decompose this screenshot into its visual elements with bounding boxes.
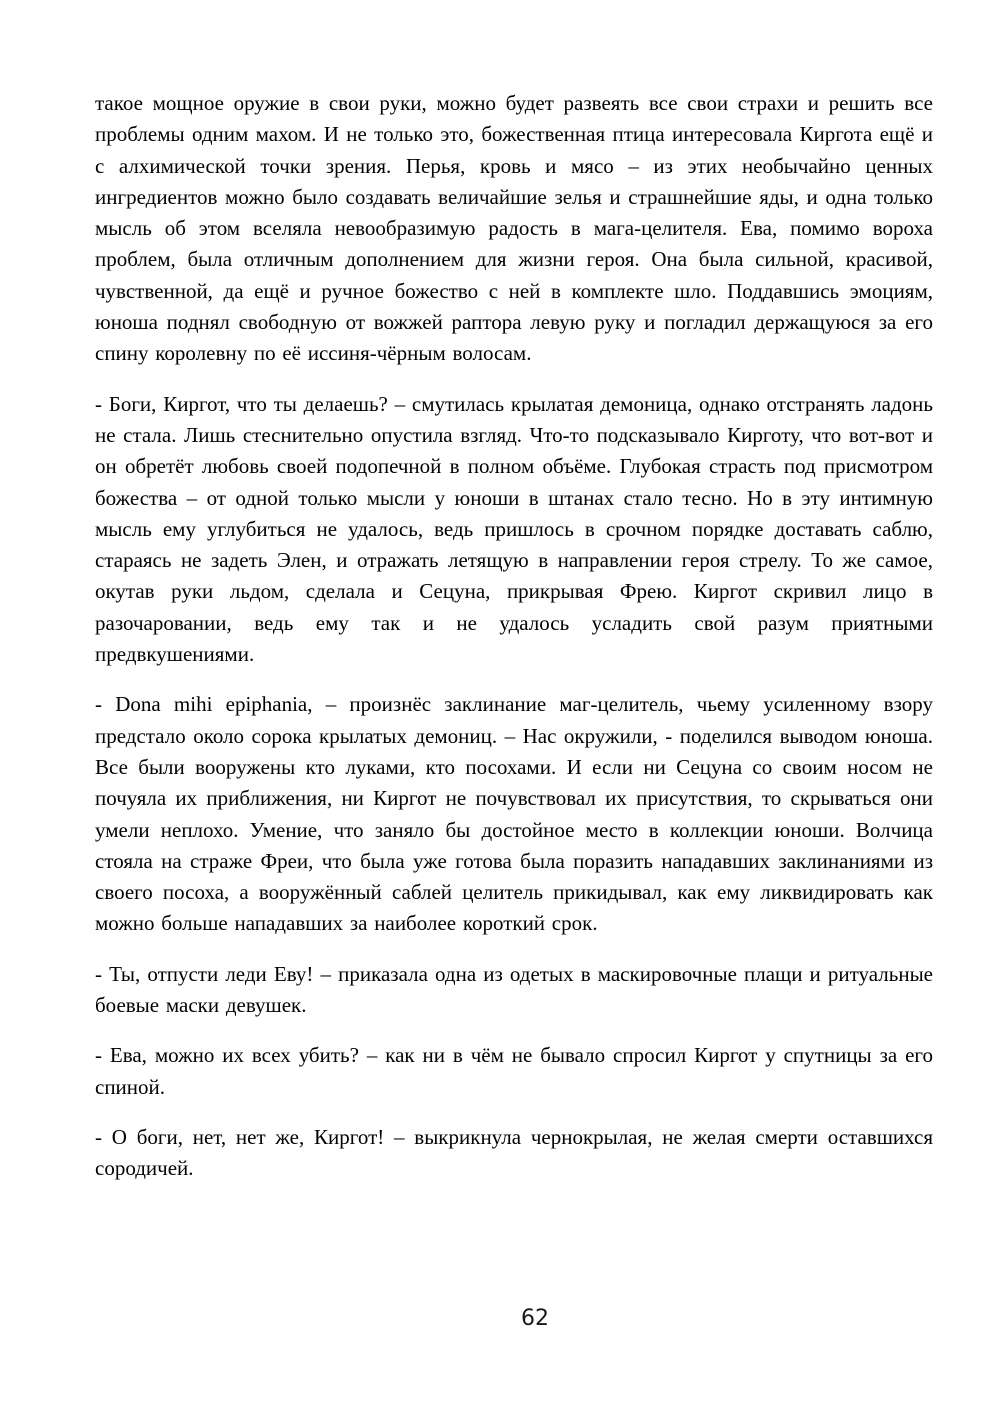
text-block <box>95 88 933 1185</box>
paragraph: - О боги, нет, нет же, Киргот! – выкрикнула чернокрылая, не желая смерти оставшихся сородичей. <box>95 1124 933 1181</box>
page-number: 62 <box>521 1306 549 1331</box>
paragraph: - Dona mihi epiphania, – произнёс заклинание маг-целитель, чьему усиленному взору предстало около сорока крылатых демониц. – Нас окружили, - поделился выводом юноша. Все были вооружены кто луками, кто посохами. И если ни Сецуна со своим носом не почуяла их приближения, ни Киргот не почувствовал их присутствия, то скрываться они умели неплохо. Умение, что заняло бы достойное место в коллекции юноши. Волчица стояла на страже Фреи, что была уже готова была поразить нападавших заклинаниями из своего посоха, а вооружённый саблей целитель прикидывал, как ему ликвидировать как можно больше нападавших за наиболее короткий срок. <box>95 692 933 936</box>
paragraph: такое мощное оружие в свои руки, можно будет развеять все свои страхи и решить все проблемы одним махом. И не только это, божественная птица интересовала Киргота ещё и с алхимической точки зрения. Перья, кровь и мясо – из этих необычайно ценных ингредиентов можно было создавать величайшие зелья и страшнейшие яды, и одна только мысль об этом вселяла невообразимую радость в мага-целителя. Ева, помимо вороха проблем, была отличным дополнением для жизни героя. Она была сильной, красивой, чувственной, да ещё и ручное божество с ней в комплекте шло. Поддавшись эмоциям, юноша поднял свободную от вожжей раптора левую руку и погладил держащуюся за его спину королевну по её иссиня-чёрным волосам. <box>95 91 933 366</box>
paragraph: - Боги, Киргот, что ты делаешь? – смутилась крылатая демоница, однако отстранять ладонь не стала. Лишь стеснительно опустила взгляд. Что-то подсказывало Кирготу, что вот-вот и он обретёт любовь своей подопечной в полном объёме. Глубокая страсть под присмотром божества – от одной только мысли у юноши в штанах стало тесно. Но в эту интимную мысль ему углубиться не удалось, ведь пришлось в срочном порядке доставать саблю, стараясь не задеть Элен, и отражать летящую в направлении героя стрелу. То же самое, окутав руки льдом, сделала и Сецуна, прикрывая Фрею. Киргот скривил лицо в разочаровании, ведь ему так и не удалось усладить свой разум приятными предвкушениями. <box>95 391 933 667</box>
paragraph: - Ева, можно их всех убить? – как ни в чём не бывало спросил Киргот у спутницы за его спиной. <box>95 1043 933 1099</box>
paragraph: - Ты, отпусти леди Еву! – приказала одна из одетых в маскировочные плащи и ритуальные боевые маски девушек. <box>95 961 933 1018</box>
